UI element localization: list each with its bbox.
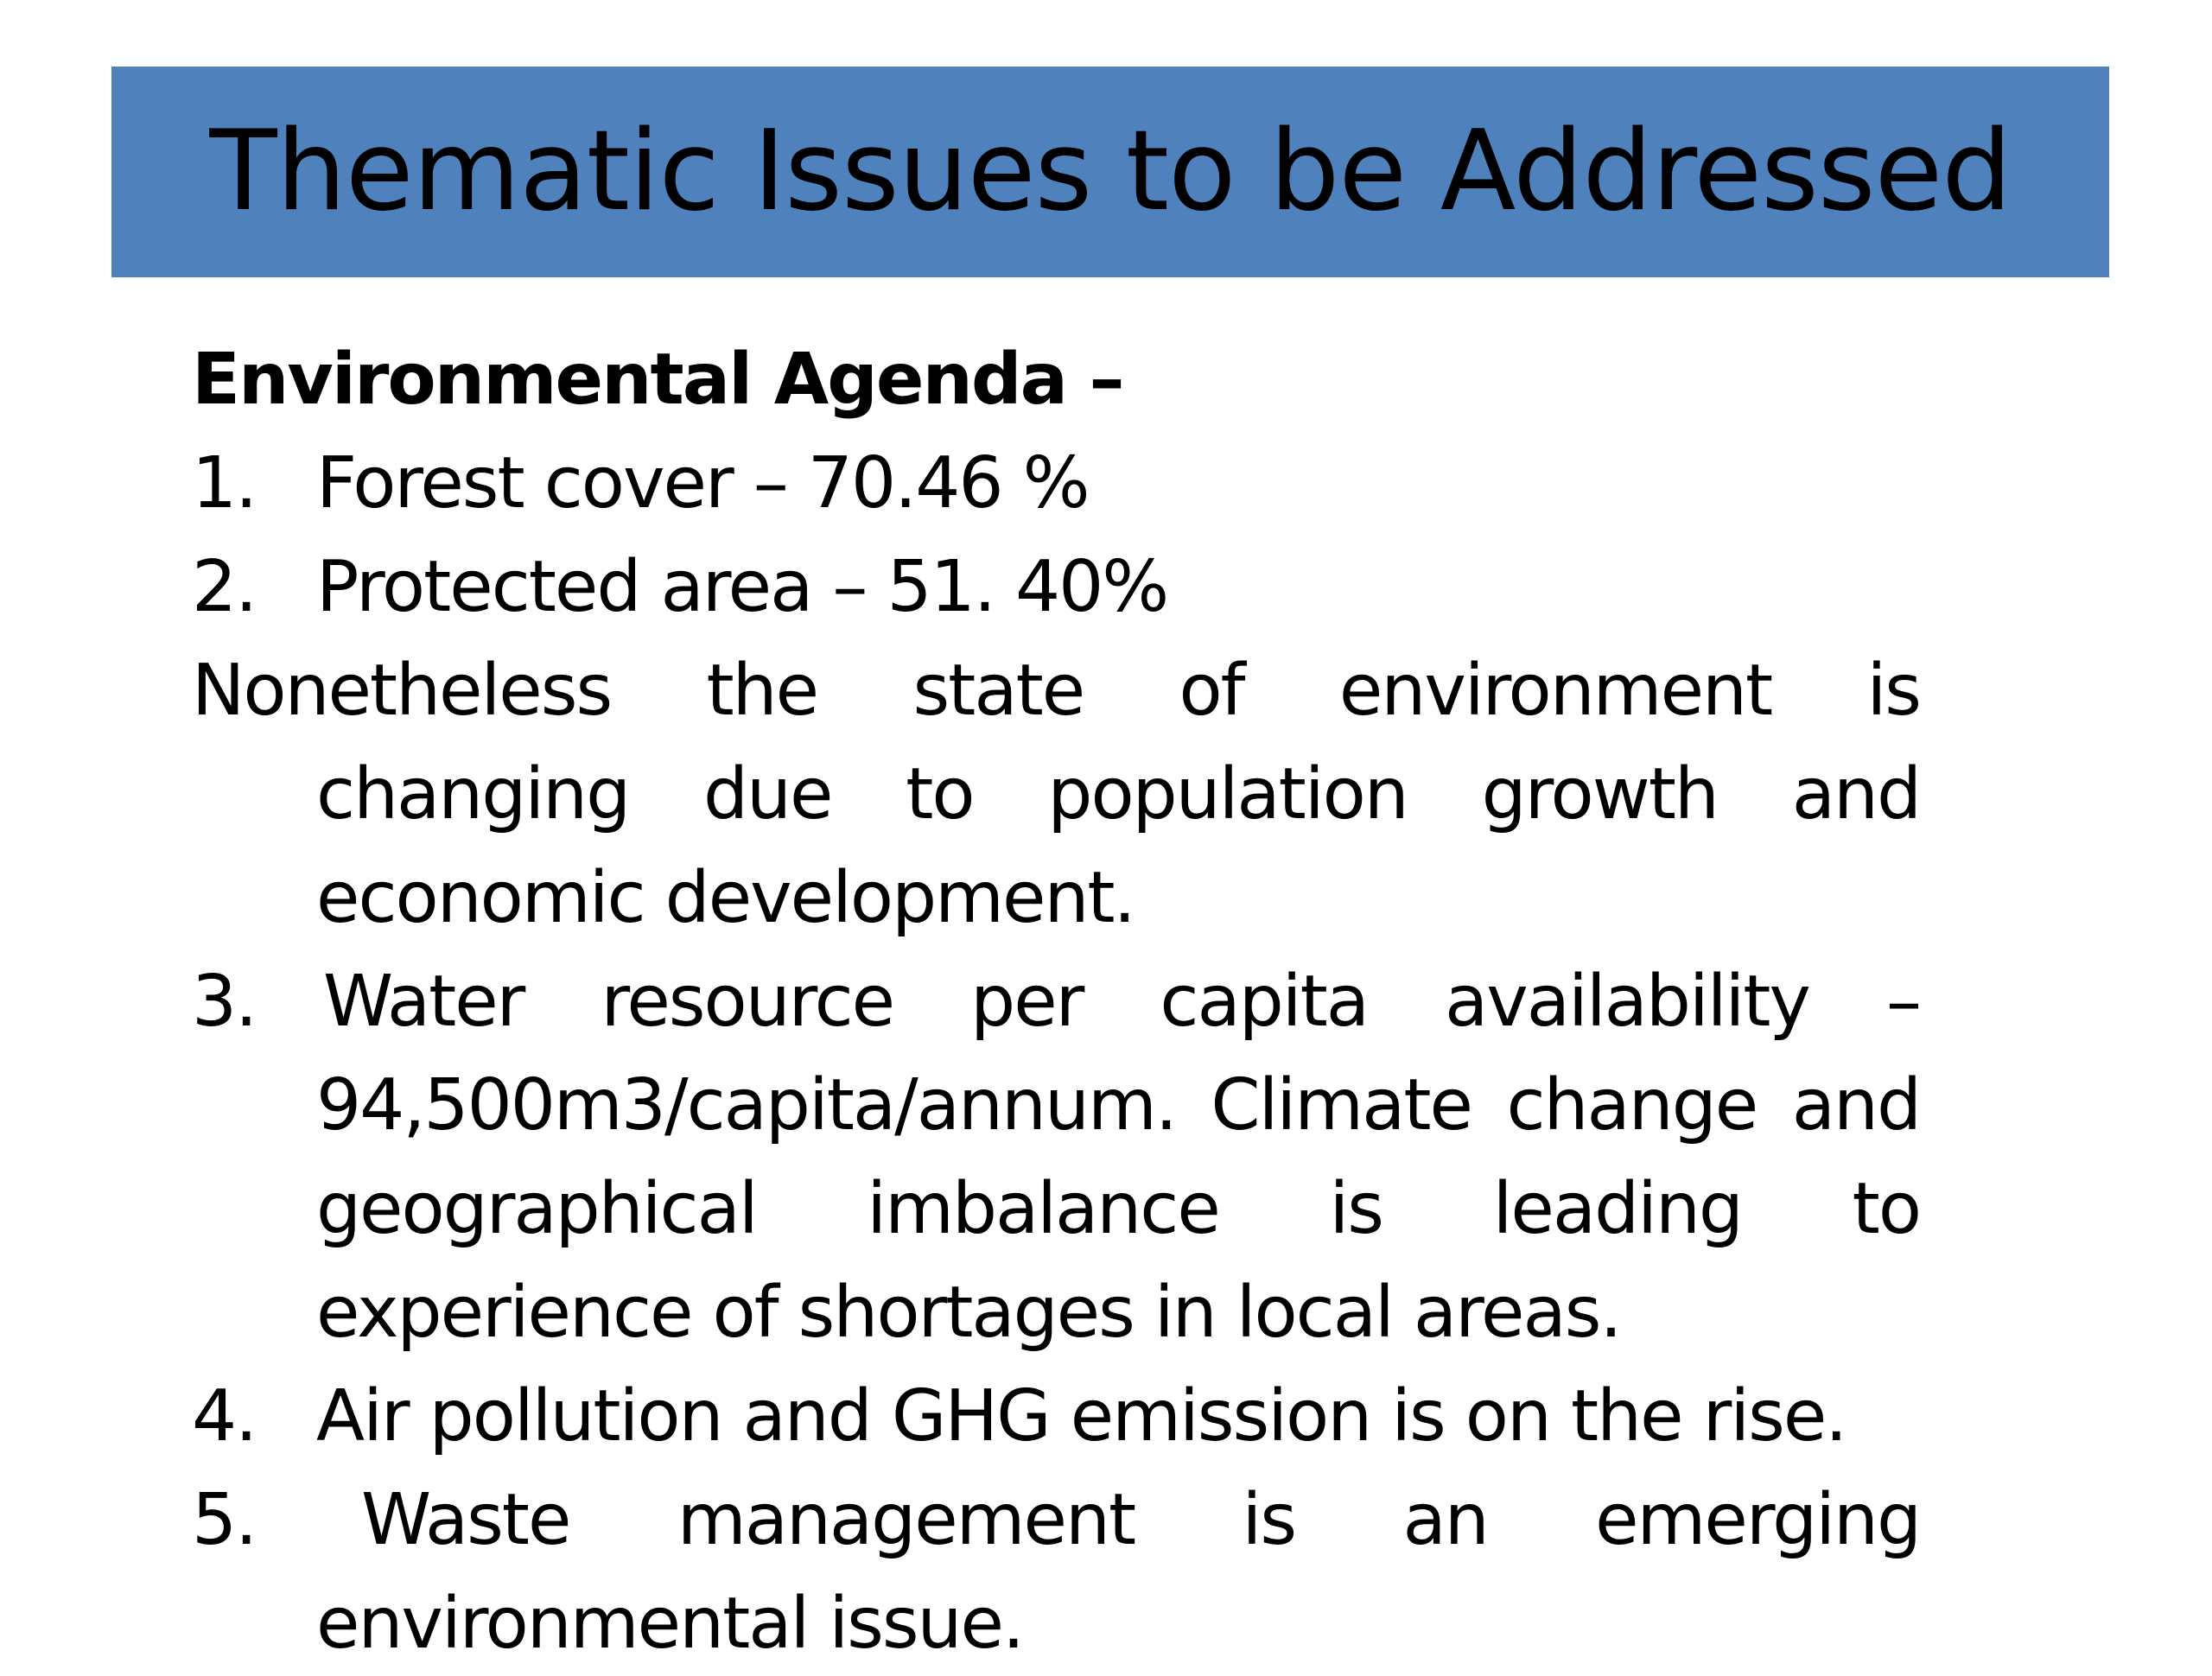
list-item-number: 5. [192, 1479, 257, 1561]
list-item-line: environmental issue. [316, 1583, 1024, 1665]
list-item [192, 536, 1920, 639]
list-item-line: 94,500m3/capita/annum. Climate change and [316, 1064, 1920, 1146]
list-item-number: 1. [192, 442, 257, 524]
paragraph-line: changing due to population growth and [316, 753, 1920, 835]
list-item [192, 432, 1920, 536]
list-item-number: 4. [192, 1375, 257, 1457]
list-item-line: Water resource per capita availability – [323, 961, 1920, 1043]
paragraph-line: Nonetheless the state of environment is [192, 650, 1920, 732]
title-banner [111, 67, 2109, 277]
list-item-text: Protected area – 51. 40% [316, 546, 1168, 628]
section-heading: Environmental Agenda – [192, 339, 1123, 421]
list-item-line: geographical imbalance is leading to [316, 1168, 1920, 1250]
list-item-line: experience of shortages in local areas. [316, 1272, 1621, 1354]
list-item [192, 1365, 1920, 1469]
paragraph-line: economic development. [316, 857, 1135, 939]
list-item-text: Air pollution and GHG emission is on the rise. [316, 1375, 1847, 1457]
list-item-text: Forest cover – 70.46 % [316, 442, 1089, 524]
list-item-number: 3. [192, 961, 257, 1043]
slide-title: Thematic Issues to be Addressed [209, 107, 2012, 236]
list-item-line: Waste management is an emerging [361, 1479, 1920, 1561]
list-item-number: 2. [192, 546, 257, 628]
